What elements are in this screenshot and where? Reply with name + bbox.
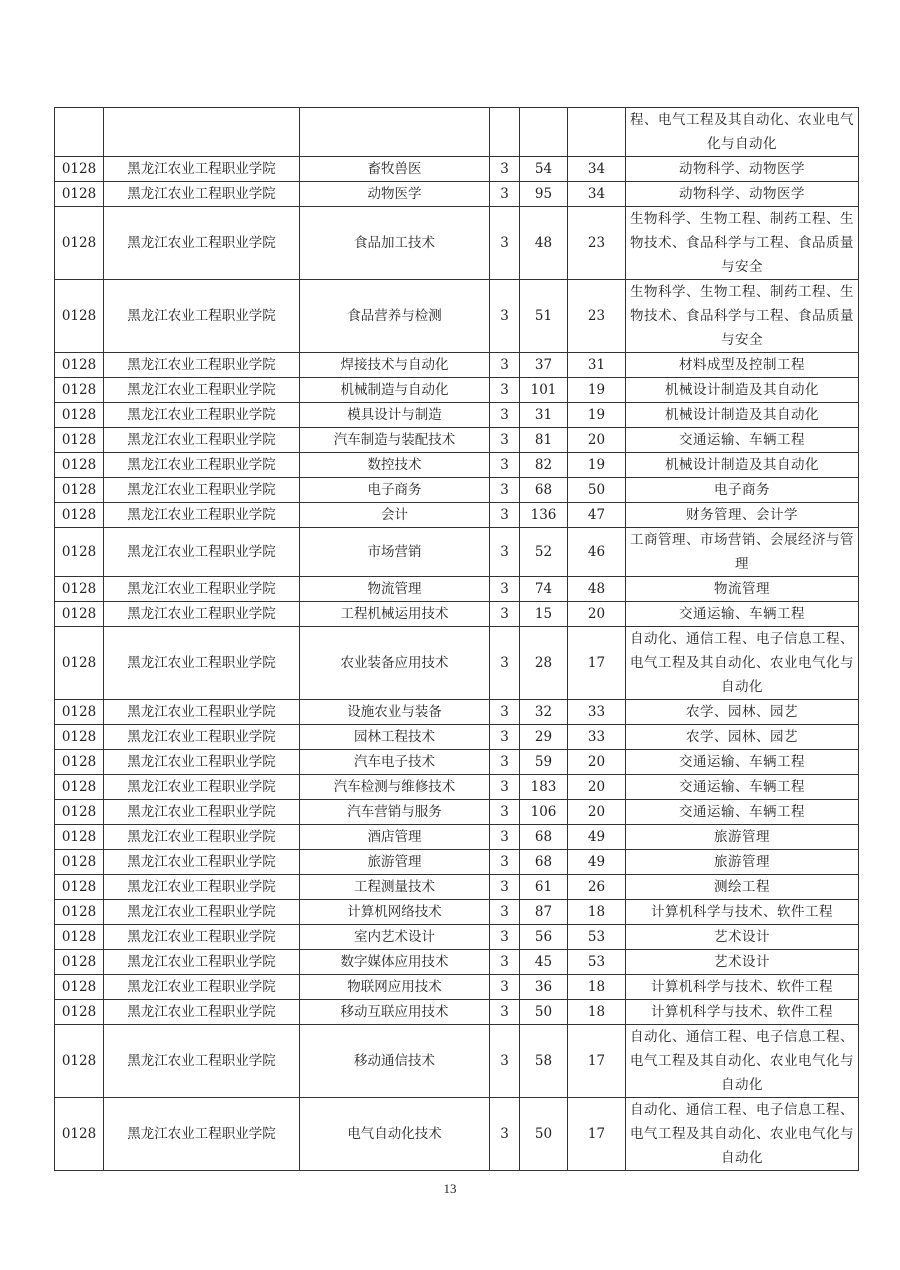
target-majors-cell: 旅游管理: [626, 825, 859, 850]
school-name-cell: 黑龙江农业工程职业学院: [104, 378, 300, 403]
program-name-cell: 数控技术: [300, 453, 490, 478]
table-row: [55, 850, 859, 875]
program-name-cell: 移动通信技术: [300, 1025, 490, 1098]
years-cell: 3: [490, 1025, 520, 1098]
quota-cell: 68: [520, 478, 568, 503]
target-majors-cell: 工商管理、市场营销、会展经济与管理: [626, 528, 859, 577]
school-name-cell: 黑龙江农业工程职业学院: [104, 182, 300, 207]
table-row: [55, 900, 859, 925]
school-name-cell: 黑龙江农业工程职业学院: [104, 478, 300, 503]
school-code-cell: 0128: [55, 975, 104, 1000]
program-name-cell: 汽车电子技术: [300, 750, 490, 775]
subject-code-cell: [568, 108, 626, 157]
subject-code-cell: 34: [568, 157, 626, 182]
years-cell: 3: [490, 602, 520, 627]
school-code-cell: 0128: [55, 353, 104, 378]
table-row: [55, 700, 859, 725]
school-name-cell: 黑龙江农业工程职业学院: [104, 1025, 300, 1098]
years-cell: 3: [490, 157, 520, 182]
target-majors-cell: 交通运输、车辆工程: [626, 750, 859, 775]
table-row: [55, 725, 859, 750]
quota-cell: 68: [520, 825, 568, 850]
school-name-cell: 黑龙江农业工程职业学院: [104, 1000, 300, 1025]
years-cell: 3: [490, 503, 520, 528]
program-name-cell: 模具设计与制造: [300, 403, 490, 428]
table-row: [55, 353, 859, 378]
quota-cell: 29: [520, 725, 568, 750]
school-name-cell: 黑龙江农业工程职业学院: [104, 875, 300, 900]
program-name-cell: 市场营销: [300, 528, 490, 577]
quota-cell: 136: [520, 503, 568, 528]
program-name-cell: 汽车制造与装配技术: [300, 428, 490, 453]
target-majors-cell: 动物科学、动物医学: [626, 182, 859, 207]
school-code-cell: 0128: [55, 700, 104, 725]
subject-code-cell: 19: [568, 378, 626, 403]
program-name-cell: 计算机网络技术: [300, 900, 490, 925]
target-majors-cell: 自动化、通信工程、电子信息工程、电气工程及其自动化、农业电气化与自动化: [626, 1025, 859, 1098]
school-name-cell: [104, 108, 300, 157]
target-majors-cell: 旅游管理: [626, 850, 859, 875]
table-row: [55, 1098, 859, 1171]
table-row: [55, 875, 859, 900]
years-cell: 3: [490, 478, 520, 503]
years-cell: [490, 108, 520, 157]
subject-code-cell: 18: [568, 900, 626, 925]
school-name-cell: 黑龙江农业工程职业学院: [104, 627, 300, 700]
subject-code-cell: 33: [568, 700, 626, 725]
subject-code-cell: 18: [568, 975, 626, 1000]
table-row: [55, 428, 859, 453]
page-number: 13: [443, 1181, 457, 1196]
table-row: [55, 207, 859, 280]
table-row: [55, 950, 859, 975]
target-majors-cell: 计算机科学与技术、软件工程: [626, 1000, 859, 1025]
school-name-cell: 黑龙江农业工程职业学院: [104, 900, 300, 925]
quota-cell: 106: [520, 800, 568, 825]
school-code-cell: 0128: [55, 1000, 104, 1025]
quota-cell: 54: [520, 157, 568, 182]
subject-code-cell: 18: [568, 1000, 626, 1025]
quota-cell: 50: [520, 1098, 568, 1171]
school-name-cell: 黑龙江农业工程职业学院: [104, 950, 300, 975]
target-majors-cell: 自动化、通信工程、电子信息工程、电气工程及其自动化、农业电气化与自动化: [626, 1098, 859, 1171]
school-code-cell: 0128: [55, 157, 104, 182]
program-name-cell: 畜牧兽医: [300, 157, 490, 182]
target-majors-cell: 物流管理: [626, 577, 859, 602]
table-row: [55, 1000, 859, 1025]
quota-cell: 95: [520, 182, 568, 207]
subject-code-cell: 20: [568, 428, 626, 453]
quota-cell: 50: [520, 1000, 568, 1025]
subject-code-cell: 53: [568, 925, 626, 950]
quota-cell: 56: [520, 925, 568, 950]
subject-code-cell: 17: [568, 1098, 626, 1171]
school-name-cell: 黑龙江农业工程职业学院: [104, 528, 300, 577]
school-code-cell: 0128: [55, 453, 104, 478]
subject-code-cell: 49: [568, 850, 626, 875]
years-cell: 3: [490, 403, 520, 428]
subject-code-cell: 20: [568, 750, 626, 775]
school-code-cell: 0128: [55, 478, 104, 503]
quota-cell: 101: [520, 378, 568, 403]
target-majors-cell: 农学、园林、园艺: [626, 725, 859, 750]
school-name-cell: 黑龙江农业工程职业学院: [104, 1098, 300, 1171]
school-code-cell: 0128: [55, 950, 104, 975]
years-cell: 3: [490, 925, 520, 950]
table-row: [55, 975, 859, 1000]
subject-code-cell: 34: [568, 182, 626, 207]
quota-cell: 74: [520, 577, 568, 602]
quota-cell: [520, 108, 568, 157]
years-cell: 3: [490, 825, 520, 850]
subject-code-cell: 23: [568, 207, 626, 280]
target-majors-cell: 交通运输、车辆工程: [626, 800, 859, 825]
quota-cell: 61: [520, 875, 568, 900]
school-code-cell: 0128: [55, 925, 104, 950]
program-name-cell: 机械制造与自动化: [300, 378, 490, 403]
school-code-cell: 0128: [55, 750, 104, 775]
target-majors-cell: 财务管理、会计学: [626, 503, 859, 528]
table-row: [55, 800, 859, 825]
years-cell: 3: [490, 750, 520, 775]
quota-cell: 15: [520, 602, 568, 627]
years-cell: 3: [490, 627, 520, 700]
school-name-cell: 黑龙江农业工程职业学院: [104, 280, 300, 353]
subject-code-cell: 19: [568, 403, 626, 428]
program-name-cell: 物流管理: [300, 577, 490, 602]
school-name-cell: 黑龙江农业工程职业学院: [104, 775, 300, 800]
years-cell: 3: [490, 453, 520, 478]
school-name-cell: 黑龙江农业工程职业学院: [104, 577, 300, 602]
subject-code-cell: 48: [568, 577, 626, 602]
subject-code-cell: 17: [568, 627, 626, 700]
program-name-cell: 食品加工技术: [300, 207, 490, 280]
school-code-cell: 0128: [55, 875, 104, 900]
quota-cell: 68: [520, 850, 568, 875]
quota-cell: 51: [520, 280, 568, 353]
school-name-cell: 黑龙江农业工程职业学院: [104, 975, 300, 1000]
program-name-cell: 移动互联应用技术: [300, 1000, 490, 1025]
school-code-cell: 0128: [55, 1098, 104, 1171]
program-name-cell: 园林工程技术: [300, 725, 490, 750]
program-name-cell: 酒店管理: [300, 825, 490, 850]
school-code-cell: 0128: [55, 900, 104, 925]
years-cell: 3: [490, 800, 520, 825]
quota-cell: 58: [520, 1025, 568, 1098]
years-cell: 3: [490, 353, 520, 378]
target-majors-cell: 交通运输、车辆工程: [626, 428, 859, 453]
subject-code-cell: 17: [568, 1025, 626, 1098]
quota-cell: 45: [520, 950, 568, 975]
quota-cell: 183: [520, 775, 568, 800]
school-code-cell: 0128: [55, 627, 104, 700]
school-code-cell: 0128: [55, 182, 104, 207]
subject-code-cell: 46: [568, 528, 626, 577]
target-majors-cell: 机械设计制造及其自动化: [626, 378, 859, 403]
years-cell: 3: [490, 207, 520, 280]
school-name-cell: 黑龙江农业工程职业学院: [104, 925, 300, 950]
subject-code-cell: 20: [568, 602, 626, 627]
subject-code-cell: 47: [568, 503, 626, 528]
school-code-cell: 0128: [55, 503, 104, 528]
quota-cell: 81: [520, 428, 568, 453]
table-row: [55, 577, 859, 602]
school-name-cell: 黑龙江农业工程职业学院: [104, 725, 300, 750]
target-majors-cell: 交通运输、车辆工程: [626, 775, 859, 800]
target-majors-cell: 材料成型及控制工程: [626, 353, 859, 378]
program-name-cell: [300, 108, 490, 157]
quota-cell: 36: [520, 975, 568, 1000]
program-name-cell: 室内艺术设计: [300, 925, 490, 950]
subject-code-cell: 49: [568, 825, 626, 850]
years-cell: 3: [490, 1000, 520, 1025]
program-name-cell: 电子商务: [300, 478, 490, 503]
target-majors-cell: 动物科学、动物医学: [626, 157, 859, 182]
school-name-cell: 黑龙江农业工程职业学院: [104, 353, 300, 378]
subject-code-cell: 19: [568, 453, 626, 478]
quota-cell: 48: [520, 207, 568, 280]
school-code-cell: 0128: [55, 403, 104, 428]
program-name-cell: 工程测量技术: [300, 875, 490, 900]
table-row: [55, 528, 859, 577]
table-row: [55, 403, 859, 428]
quota-cell: 82: [520, 453, 568, 478]
table-row: [55, 825, 859, 850]
years-cell: 3: [490, 900, 520, 925]
target-majors-cell: 生物科学、生物工程、制药工程、生物技术、食品科学与工程、食品质量与安全: [626, 280, 859, 353]
table-row: [55, 378, 859, 403]
table-row: [55, 1025, 859, 1098]
years-cell: 3: [490, 775, 520, 800]
program-name-cell: 电气自动化技术: [300, 1098, 490, 1171]
years-cell: 3: [490, 975, 520, 1000]
quota-cell: 28: [520, 627, 568, 700]
school-name-cell: 黑龙江农业工程职业学院: [104, 800, 300, 825]
program-name-cell: 旅游管理: [300, 850, 490, 875]
school-name-cell: 黑龙江农业工程职业学院: [104, 428, 300, 453]
program-name-cell: 会计: [300, 503, 490, 528]
years-cell: 3: [490, 850, 520, 875]
target-majors-cell: 生物科学、生物工程、制药工程、生物技术、食品科学与工程、食品质量与安全: [626, 207, 859, 280]
program-name-cell: 设施农业与装备: [300, 700, 490, 725]
years-cell: 3: [490, 280, 520, 353]
target-majors-cell: 交通运输、车辆工程: [626, 602, 859, 627]
years-cell: 3: [490, 528, 520, 577]
years-cell: 3: [490, 182, 520, 207]
target-majors-cell: 艺术设计: [626, 950, 859, 975]
years-cell: 3: [490, 428, 520, 453]
school-code-cell: 0128: [55, 850, 104, 875]
quota-cell: 31: [520, 403, 568, 428]
table-row: [55, 280, 859, 353]
admission-table: [54, 107, 859, 1171]
school-name-cell: 黑龙江农业工程职业学院: [104, 403, 300, 428]
target-majors-cell: 电子商务: [626, 478, 859, 503]
subject-code-cell: 23: [568, 280, 626, 353]
table-row: [55, 453, 859, 478]
program-name-cell: 农业装备应用技术: [300, 627, 490, 700]
quota-cell: 32: [520, 700, 568, 725]
target-majors-cell: 计算机科学与技术、软件工程: [626, 975, 859, 1000]
subject-code-cell: 20: [568, 800, 626, 825]
program-name-cell: 汽车营销与服务: [300, 800, 490, 825]
table-body: [55, 108, 859, 1171]
school-code-cell: 0128: [55, 1025, 104, 1098]
program-name-cell: 焊接技术与自动化: [300, 353, 490, 378]
subject-code-cell: 33: [568, 725, 626, 750]
school-name-cell: 黑龙江农业工程职业学院: [104, 602, 300, 627]
school-code-cell: 0128: [55, 577, 104, 602]
table-row: [55, 478, 859, 503]
table-row: [55, 157, 859, 182]
program-name-cell: 工程机械运用技术: [300, 602, 490, 627]
school-code-cell: 0128: [55, 800, 104, 825]
quota-cell: 52: [520, 528, 568, 577]
school-name-cell: 黑龙江农业工程职业学院: [104, 700, 300, 725]
program-name-cell: 食品营养与检测: [300, 280, 490, 353]
school-code-cell: 0128: [55, 825, 104, 850]
target-majors-cell: 农学、园林、园艺: [626, 700, 859, 725]
years-cell: 3: [490, 950, 520, 975]
years-cell: 3: [490, 577, 520, 602]
school-code-cell: 0128: [55, 602, 104, 627]
target-majors-cell: 自动化、通信工程、电子信息工程、电气工程及其自动化、农业电气化与自动化: [626, 627, 859, 700]
years-cell: 3: [490, 725, 520, 750]
table-row: [55, 108, 859, 157]
school-name-cell: 黑龙江农业工程职业学院: [104, 157, 300, 182]
target-majors-cell: 测绘工程: [626, 875, 859, 900]
program-name-cell: 数字媒体应用技术: [300, 950, 490, 975]
years-cell: 3: [490, 700, 520, 725]
school-name-cell: 黑龙江农业工程职业学院: [104, 850, 300, 875]
target-majors-cell: 机械设计制造及其自动化: [626, 453, 859, 478]
years-cell: 3: [490, 1098, 520, 1171]
table-row: [55, 750, 859, 775]
quota-cell: 59: [520, 750, 568, 775]
school-code-cell: 0128: [55, 775, 104, 800]
school-code-cell: 0128: [55, 207, 104, 280]
program-name-cell: 汽车检测与维修技术: [300, 775, 490, 800]
school-code-cell: 0128: [55, 428, 104, 453]
school-name-cell: 黑龙江农业工程职业学院: [104, 825, 300, 850]
school-name-cell: 黑龙江农业工程职业学院: [104, 750, 300, 775]
table-row: [55, 182, 859, 207]
table-row: [55, 925, 859, 950]
school-name-cell: 黑龙江农业工程职业学院: [104, 453, 300, 478]
program-name-cell: 动物医学: [300, 182, 490, 207]
school-name-cell: 黑龙江农业工程职业学院: [104, 503, 300, 528]
table-row: [55, 503, 859, 528]
subject-code-cell: 50: [568, 478, 626, 503]
years-cell: 3: [490, 378, 520, 403]
school-code-cell: 0128: [55, 378, 104, 403]
school-code-cell: 0128: [55, 725, 104, 750]
target-majors-cell: 艺术设计: [626, 925, 859, 950]
table-row: [55, 775, 859, 800]
school-code-cell: 0128: [55, 528, 104, 577]
subject-code-cell: 26: [568, 875, 626, 900]
subject-code-cell: 20: [568, 775, 626, 800]
subject-code-cell: 53: [568, 950, 626, 975]
subject-code-cell: 31: [568, 353, 626, 378]
target-majors-cell: 程、电气工程及其自动化、农业电气化与自动化: [626, 108, 859, 157]
quota-cell: 87: [520, 900, 568, 925]
quota-cell: 37: [520, 353, 568, 378]
program-name-cell: 物联网应用技术: [300, 975, 490, 1000]
table-row: [55, 602, 859, 627]
target-majors-cell: 机械设计制造及其自动化: [626, 403, 859, 428]
years-cell: 3: [490, 875, 520, 900]
school-code-cell: [55, 108, 104, 157]
school-code-cell: 0128: [55, 280, 104, 353]
school-name-cell: 黑龙江农业工程职业学院: [104, 207, 300, 280]
target-majors-cell: 计算机科学与技术、软件工程: [626, 900, 859, 925]
table-row: [55, 627, 859, 700]
